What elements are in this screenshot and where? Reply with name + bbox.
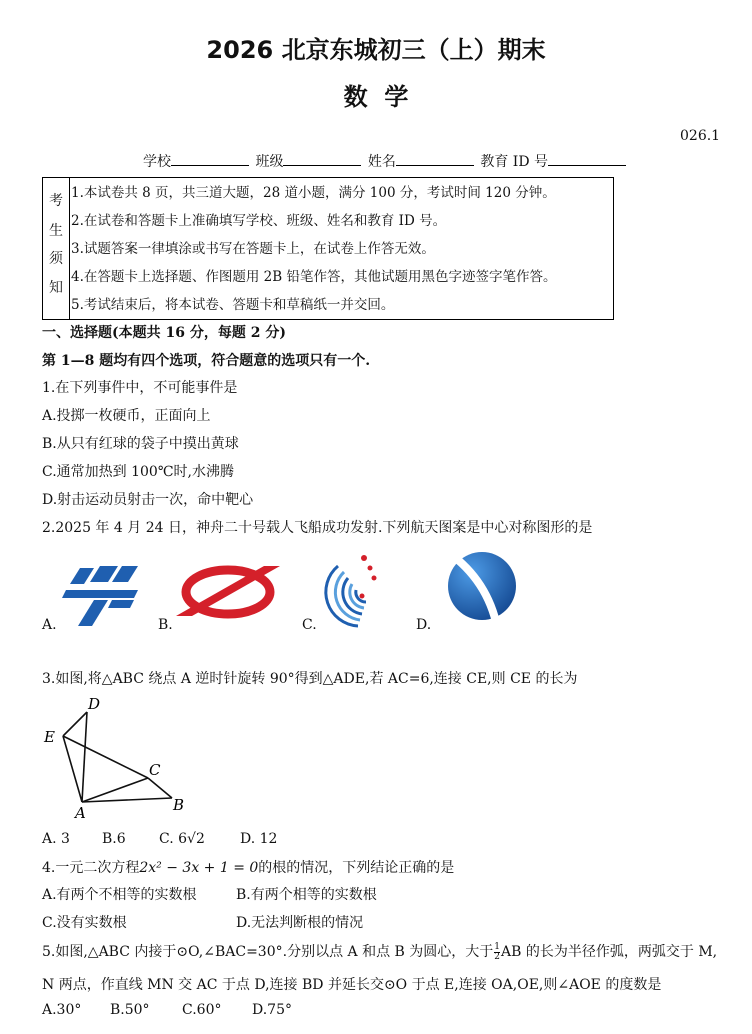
q1-option-b: B.从只有红球的袋子中摸出黄球 bbox=[42, 436, 239, 452]
section-instruction: 第 1—8 题均有四个选项，符合题意的选项只有一个. bbox=[42, 353, 371, 369]
class-blank[interactable] bbox=[283, 151, 361, 166]
q2-label-b: B. bbox=[158, 617, 173, 633]
notice-side-char: 知 bbox=[49, 280, 63, 296]
subject-text: 数 学 bbox=[343, 83, 409, 111]
q5-fraction bbox=[494, 943, 500, 962]
q4-option-c: C.没有实数根 bbox=[42, 915, 127, 931]
q4-option-a: A.有两个不相等的实数根 bbox=[42, 887, 197, 903]
q3-point-a: A bbox=[75, 804, 86, 822]
q3-option-a: A. 3 bbox=[42, 831, 70, 847]
q2-stem: 2.2025 年 4 月 24 日，神舟二十号载人飞船成功发射.下列航天图案是中心对称图形的是 bbox=[42, 520, 593, 536]
q2-label-a: A. bbox=[42, 617, 57, 633]
q5-line1-b: AB 的长为半径作弧，两弧交于 M, bbox=[501, 944, 718, 960]
name-label: 姓名 bbox=[367, 154, 396, 170]
info-fields bbox=[143, 151, 628, 171]
notice-item: 5.考试结束后，将本试卷、答题卡和草稿纸一并交回。 bbox=[71, 297, 395, 313]
notice-item: 2.在试卷和答题卡上准确填写学校、班级、姓名和教育 ID 号。 bbox=[71, 213, 447, 229]
id-blank[interactable] bbox=[548, 151, 626, 166]
q1-option-d: D.射击运动员射击一次，命中靶心 bbox=[42, 492, 254, 508]
notice-item: 4.在答题卡上选择题、作图题用 2B 铅笔作答，其他试题用黑色字迹签字笔作答。 bbox=[71, 269, 557, 285]
q3-option-c bbox=[159, 831, 205, 847]
q4-stem-suffix: 的根的情况，下列结论正确的是 bbox=[258, 860, 455, 876]
q4-stem-prefix: 4.一元二次方程 bbox=[42, 860, 140, 876]
name-blank[interactable] bbox=[396, 151, 474, 166]
class-label: 班级 bbox=[255, 154, 284, 170]
q1-option-c: C.通常加热到 100℃时,水沸腾 bbox=[42, 464, 234, 480]
q3-option-d: D. 12 bbox=[240, 831, 278, 847]
notice-side-label bbox=[43, 178, 70, 319]
q4-stem bbox=[42, 857, 454, 877]
q3-option-c-text: C. 6 bbox=[159, 831, 188, 847]
q5-line2: N 两点，作直线 MN 交 AC 于点 D,连接 BD 并延长交⊙O 于点 E,连接 OA,OE,则∠AOE 的度数是 bbox=[42, 977, 662, 993]
q3-figure bbox=[40, 692, 200, 822]
notice-item: 3.试题答案一律填涂或书写在答题卡上，在试卷上作答无效。 bbox=[71, 241, 435, 257]
q4-option-d: D.无法判断根的情况 bbox=[236, 915, 364, 931]
q4-equation: 2x² − 3x + 1 = 0 bbox=[139, 860, 259, 876]
school-blank[interactable] bbox=[171, 151, 249, 166]
q2-logo-d bbox=[440, 546, 520, 624]
subject-title bbox=[0, 77, 752, 112]
notice-box bbox=[42, 177, 614, 320]
q4-option-b: B.有两个相等的实数根 bbox=[236, 887, 377, 903]
notice-side-char: 生 bbox=[49, 223, 63, 239]
q1-option-a: A.投掷一枚硬币，正面向上 bbox=[42, 408, 211, 424]
notice-side-char: 须 bbox=[49, 251, 63, 267]
q3-stem: 3.如图,将△ABC 绕点 A 逆时针旋转 90°得到△ADE,若 AC=6,连接 CE,则 CE 的长为 bbox=[42, 671, 578, 687]
q2-logo-a bbox=[60, 560, 142, 630]
q3-point-b: B bbox=[173, 796, 185, 814]
id-label: 教育 ID 号 bbox=[480, 154, 549, 170]
q5-frac-num: 1 bbox=[494, 941, 501, 952]
page-title: 2026 北京东城初三（上）期末 bbox=[206, 36, 546, 64]
q5-frac-den: 2 bbox=[494, 951, 501, 962]
notice-side-char: 考 bbox=[49, 193, 63, 209]
q2-logo-b bbox=[172, 560, 284, 624]
q2-logo-c bbox=[318, 552, 388, 630]
q2-label-c: C. bbox=[302, 617, 317, 633]
q5-line1-a: 5.如图,△ABC 内接于⊙O,∠BAC=30°.分别以点 A 和点 B 为圆心，大于 bbox=[42, 944, 494, 960]
q2-label-d: D. bbox=[416, 617, 432, 633]
school-label: 学校 bbox=[143, 154, 171, 170]
q5-option-d: D.75° bbox=[252, 1002, 292, 1018]
q5-option-b: B.50° bbox=[110, 1002, 150, 1018]
q5-option-c: C.60° bbox=[182, 1002, 222, 1018]
q3-option-b: B.6 bbox=[102, 831, 126, 847]
q3-point-c: C bbox=[149, 761, 161, 779]
notice-item: 1.本试卷共 8 页，共三道大题，28 道小题，满分 100 分，考试时间 120 分钟。 bbox=[71, 185, 556, 201]
q3-point-d: D bbox=[88, 695, 101, 713]
exam-code: 026.1 bbox=[680, 128, 721, 144]
q5-option-a: A.30° bbox=[42, 1002, 82, 1018]
q5-line1 bbox=[42, 941, 717, 962]
q3-sqrt: √2 bbox=[187, 831, 205, 847]
q1-stem: 1.在下列事件中，不可能事件是 bbox=[42, 380, 238, 396]
section-heading: 一、选择题(本题共 16 分，每题 2 分) bbox=[42, 325, 286, 341]
q3-point-e: E bbox=[44, 728, 55, 746]
